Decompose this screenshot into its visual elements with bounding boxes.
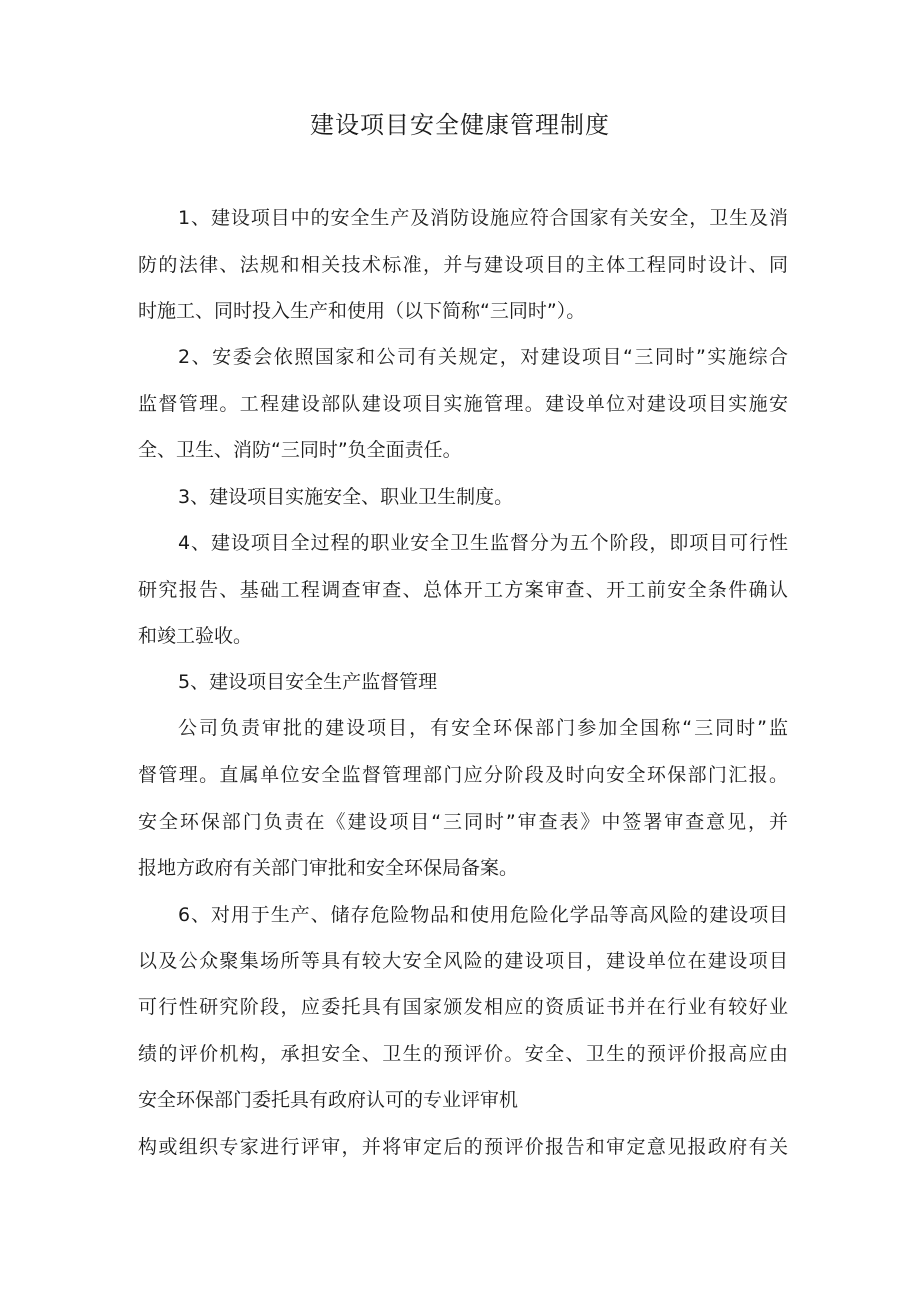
text-line: 2、安委会依照国家和公司有关规定，对建设项目“三同时”实施综合 bbox=[178, 346, 788, 368]
text-line: 和竣工验收。 bbox=[138, 625, 253, 647]
text-line: 报地方政府有关部门审批和安全环保局备案。 bbox=[138, 857, 519, 879]
text-line: 研究报告、基础工程调查审查、总体开工方案审查、开工前安全条件确认 bbox=[138, 579, 788, 601]
text-line: 5、建设项目安全生产监督管理 bbox=[178, 671, 438, 693]
text-line: 4、建设项目全过程的职业安全卫生监督分为五个阶段，即项目可行性 bbox=[178, 532, 788, 554]
text-line: 公司负责审批的建设项目，有安全环保部门参加全国称“三同时”监 bbox=[178, 717, 788, 739]
text-line: 安全环保部门负责在《建设项目“三同时”审查表》中签署审查意见，并 bbox=[138, 811, 788, 833]
document-title: 建设项目安全健康管理制度 bbox=[310, 111, 610, 139]
text-line: 全、卫生、消防“三同时”负全面责任。 bbox=[138, 439, 462, 461]
text-line: 6、对用于生产、储存危险物品和使用危险化学品等高风险的建设项目 bbox=[178, 904, 788, 926]
text-line: 时施工、同时投入生产和使用（以下简称“三同时”）。 bbox=[138, 300, 586, 322]
text-line: 可行性研究阶段，应委托具有国家颁发相应的资质证书并在行业有较好业 bbox=[138, 996, 788, 1018]
text-line: 绩的评价机构，承担安全、卫生的预评价。安全、卫生的预评价报高应由 bbox=[138, 1043, 788, 1065]
text-line: 督管理。直属单位安全监督管理部门应分阶段及时向安全环保部门汇报。 bbox=[138, 764, 788, 786]
text-line: 1、建设项目中的安全生产及消防设施应符合国家有关安全，卫生及消 bbox=[178, 207, 788, 229]
text-line: 3、建设项目实施安全、职业卫生制度。 bbox=[178, 486, 514, 508]
text-line: 防的法律、法规和相关技术标准，并与建设项目的主体工程同时设计、同 bbox=[138, 254, 788, 276]
text-line: 构或组织专家进行评审，并将审定后的预评价报告和审定意见报政府有关 bbox=[138, 1136, 788, 1158]
text-line: 安全环保部门委托具有政府认可的专业评审机 bbox=[138, 1089, 519, 1111]
text-line: 监督管理。工程建设部队建设项目实施管理。建设单位对建设项目实施安 bbox=[138, 393, 788, 415]
text-line: 以及公众聚集场所等具有较大安全风险的建设项目，建设单位在建设项目 bbox=[138, 950, 788, 972]
